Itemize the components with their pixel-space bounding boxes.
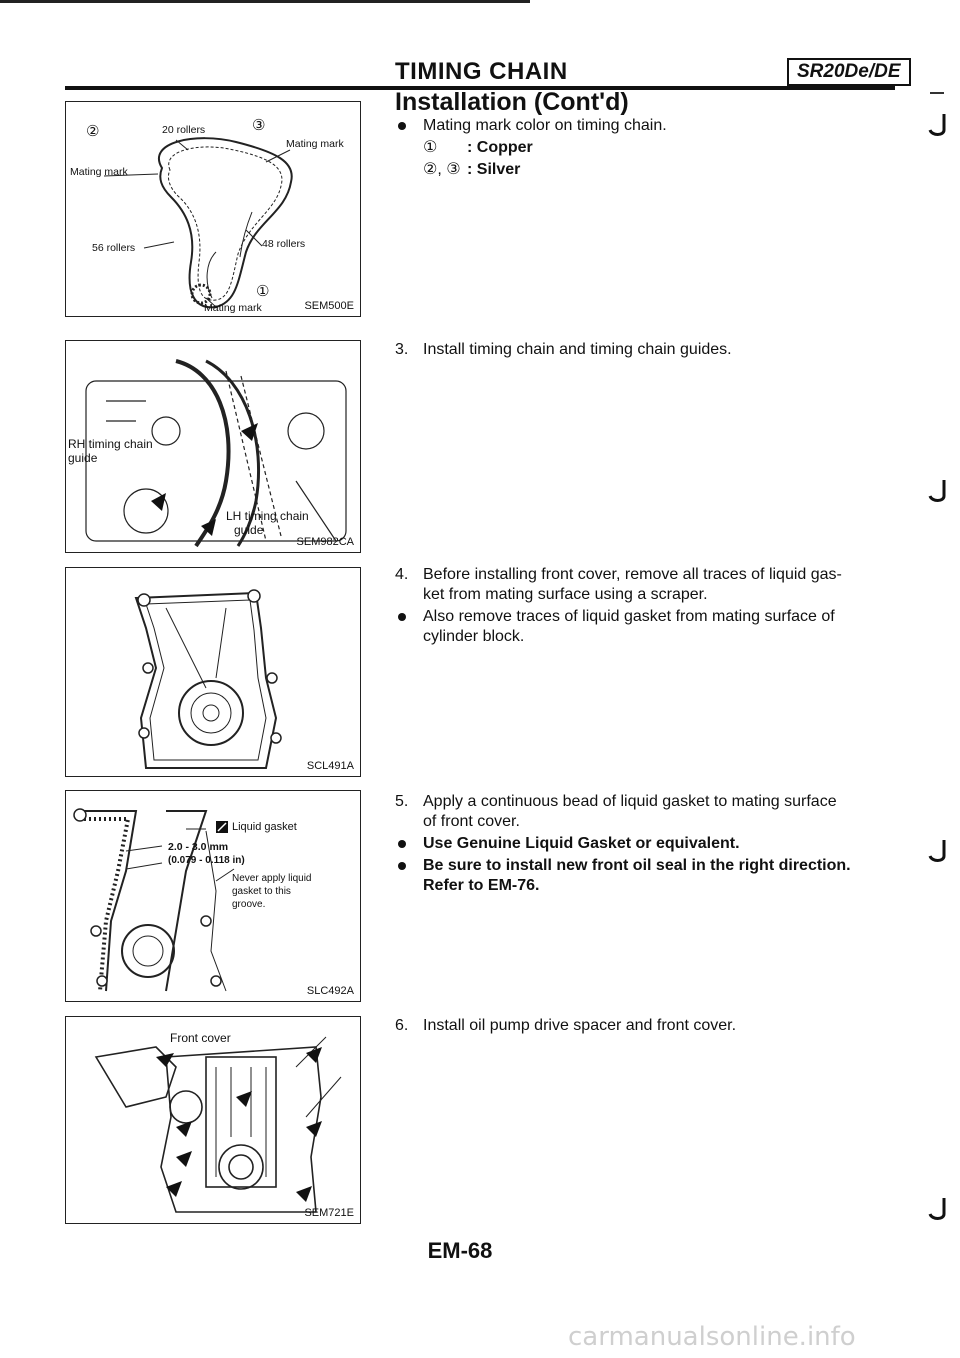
bullet-dot [398, 613, 406, 621]
mating-bullet [395, 116, 895, 136]
liquid-gasket-drawing [66, 791, 361, 1002]
label-bead-mm: 2.0 - 3.0 mm [168, 841, 229, 853]
page-number-text: EM-68 [427, 1238, 493, 1263]
step-4-bullet-text-1: Also remove traces of liquid gasket from mating surface of [423, 608, 835, 625]
margin-check-icon [928, 838, 948, 864]
figure-code: SLC492A [306, 985, 354, 997]
label-lh-guide-1: LH timing chain [226, 509, 309, 523]
step-3 [395, 340, 895, 362]
mating-mark-colors [395, 116, 895, 182]
step-5-bullet-b [395, 856, 895, 896]
top-rule [0, 0, 530, 3]
step-5-num: 5. [395, 793, 409, 810]
figure-liquid-gasket [65, 790, 361, 1002]
step-3-row [395, 340, 895, 360]
margin-check-icon [928, 112, 948, 138]
label-mating-mark-right: Mating mark [286, 138, 344, 150]
step-4-bullet-text-2: cylinder block. [423, 628, 525, 645]
figure-timing-chain-marks [65, 101, 361, 317]
silver-num: ②, ③ [423, 161, 461, 178]
step-5-bullet-b-text-2: Refer to EM-76. [423, 877, 540, 894]
label-never-2: gasket to this [232, 886, 291, 897]
front-cover-install-drawing [66, 1017, 361, 1224]
page-title: TIMING CHAIN [395, 58, 568, 85]
step-3-num: 3. [395, 341, 409, 358]
copper-num: ① [423, 139, 438, 156]
bullet-dot [398, 840, 406, 848]
step-5 [395, 792, 895, 898]
page-number [0, 1238, 960, 1264]
figure-code: SCL491A [306, 760, 354, 772]
margin-check-icon [928, 478, 948, 504]
step-4 [395, 565, 895, 649]
step-5-text-2: of front cover. [423, 813, 520, 830]
section-title: Installation (Cont'd) [395, 88, 629, 116]
label-num-1: ① [256, 283, 270, 300]
step-6 [395, 1016, 895, 1038]
label-num-2: ② [86, 123, 100, 140]
figure-timing-chain-guides [65, 340, 361, 553]
watermark: carmanualsonline.info [568, 1322, 856, 1352]
figure-code: SEM500E [304, 300, 354, 312]
label-num-3: ③ [252, 117, 266, 134]
bullet-dot [398, 122, 406, 130]
label-never-3: groove. [232, 899, 266, 910]
label-rh-guide-2: guide [68, 451, 98, 465]
step-4-text-2: ket from mating surface using a scraper. [423, 586, 708, 603]
front-cover-drawing [66, 568, 361, 777]
step-6-row [395, 1016, 895, 1036]
silver-line [395, 160, 895, 180]
step-6-text: Install oil pump drive spacer and front cover. [423, 1017, 737, 1034]
label-48-rollers: 48 rollers [262, 238, 306, 250]
label-liquid-gasket: Liquid gasket [232, 821, 297, 833]
figure-code: SEM721E [304, 1207, 354, 1219]
step-4-row [395, 565, 895, 605]
copper-text: : Copper [467, 139, 533, 156]
step-5-bullet-b-text-1: Be sure to install new front oil seal in the right direction. [423, 857, 851, 874]
label-never-1: Never apply liquid [232, 873, 312, 884]
label-20-rollers: 20 rollers [162, 124, 206, 136]
step-5-row [395, 792, 895, 832]
step-6-num: 6. [395, 1017, 409, 1034]
label-mating-mark-left: Mating mark [70, 166, 128, 178]
step-4-bullet [395, 607, 895, 647]
step-4-text-1: Before installing front cover, remove all traces of liquid gas- [423, 566, 842, 583]
silver-text: : Silver [467, 161, 521, 178]
label-lh-guide-2: guide [234, 523, 264, 537]
figure-code: SEM982CA [296, 536, 354, 548]
label-bead-in: (0.079 - 0.118 in) [168, 855, 245, 866]
figure-front-cover-install [65, 1016, 361, 1224]
step-4-num: 4. [395, 566, 409, 583]
label-front-cover: Front cover [170, 1031, 231, 1045]
label-rh-guide-1: RH timing chain [68, 437, 153, 451]
step-3-text: Install timing chain and timing chain guides. [423, 341, 732, 358]
step-5-bullet-a [395, 834, 895, 854]
timing-chain-drawing [66, 102, 361, 317]
mating-bullet-text: Mating mark color on timing chain. [423, 117, 667, 134]
figure-front-cover-surface [65, 567, 361, 777]
margin-dash [930, 92, 944, 94]
label-56-rollers: 56 rollers [92, 242, 136, 254]
step-5-bullet-a-text: Use Genuine Liquid Gasket or equivalent. [423, 835, 740, 852]
bullet-dot [398, 862, 406, 870]
copper-line [395, 138, 895, 158]
step-5-text-1: Apply a continuous bead of liquid gasket to mating surface [423, 793, 837, 810]
margin-check-icon [928, 1196, 948, 1222]
label-mating-mark-bottom: Mating mark [204, 302, 262, 314]
engine-badge: SR20De/DE [787, 58, 911, 86]
